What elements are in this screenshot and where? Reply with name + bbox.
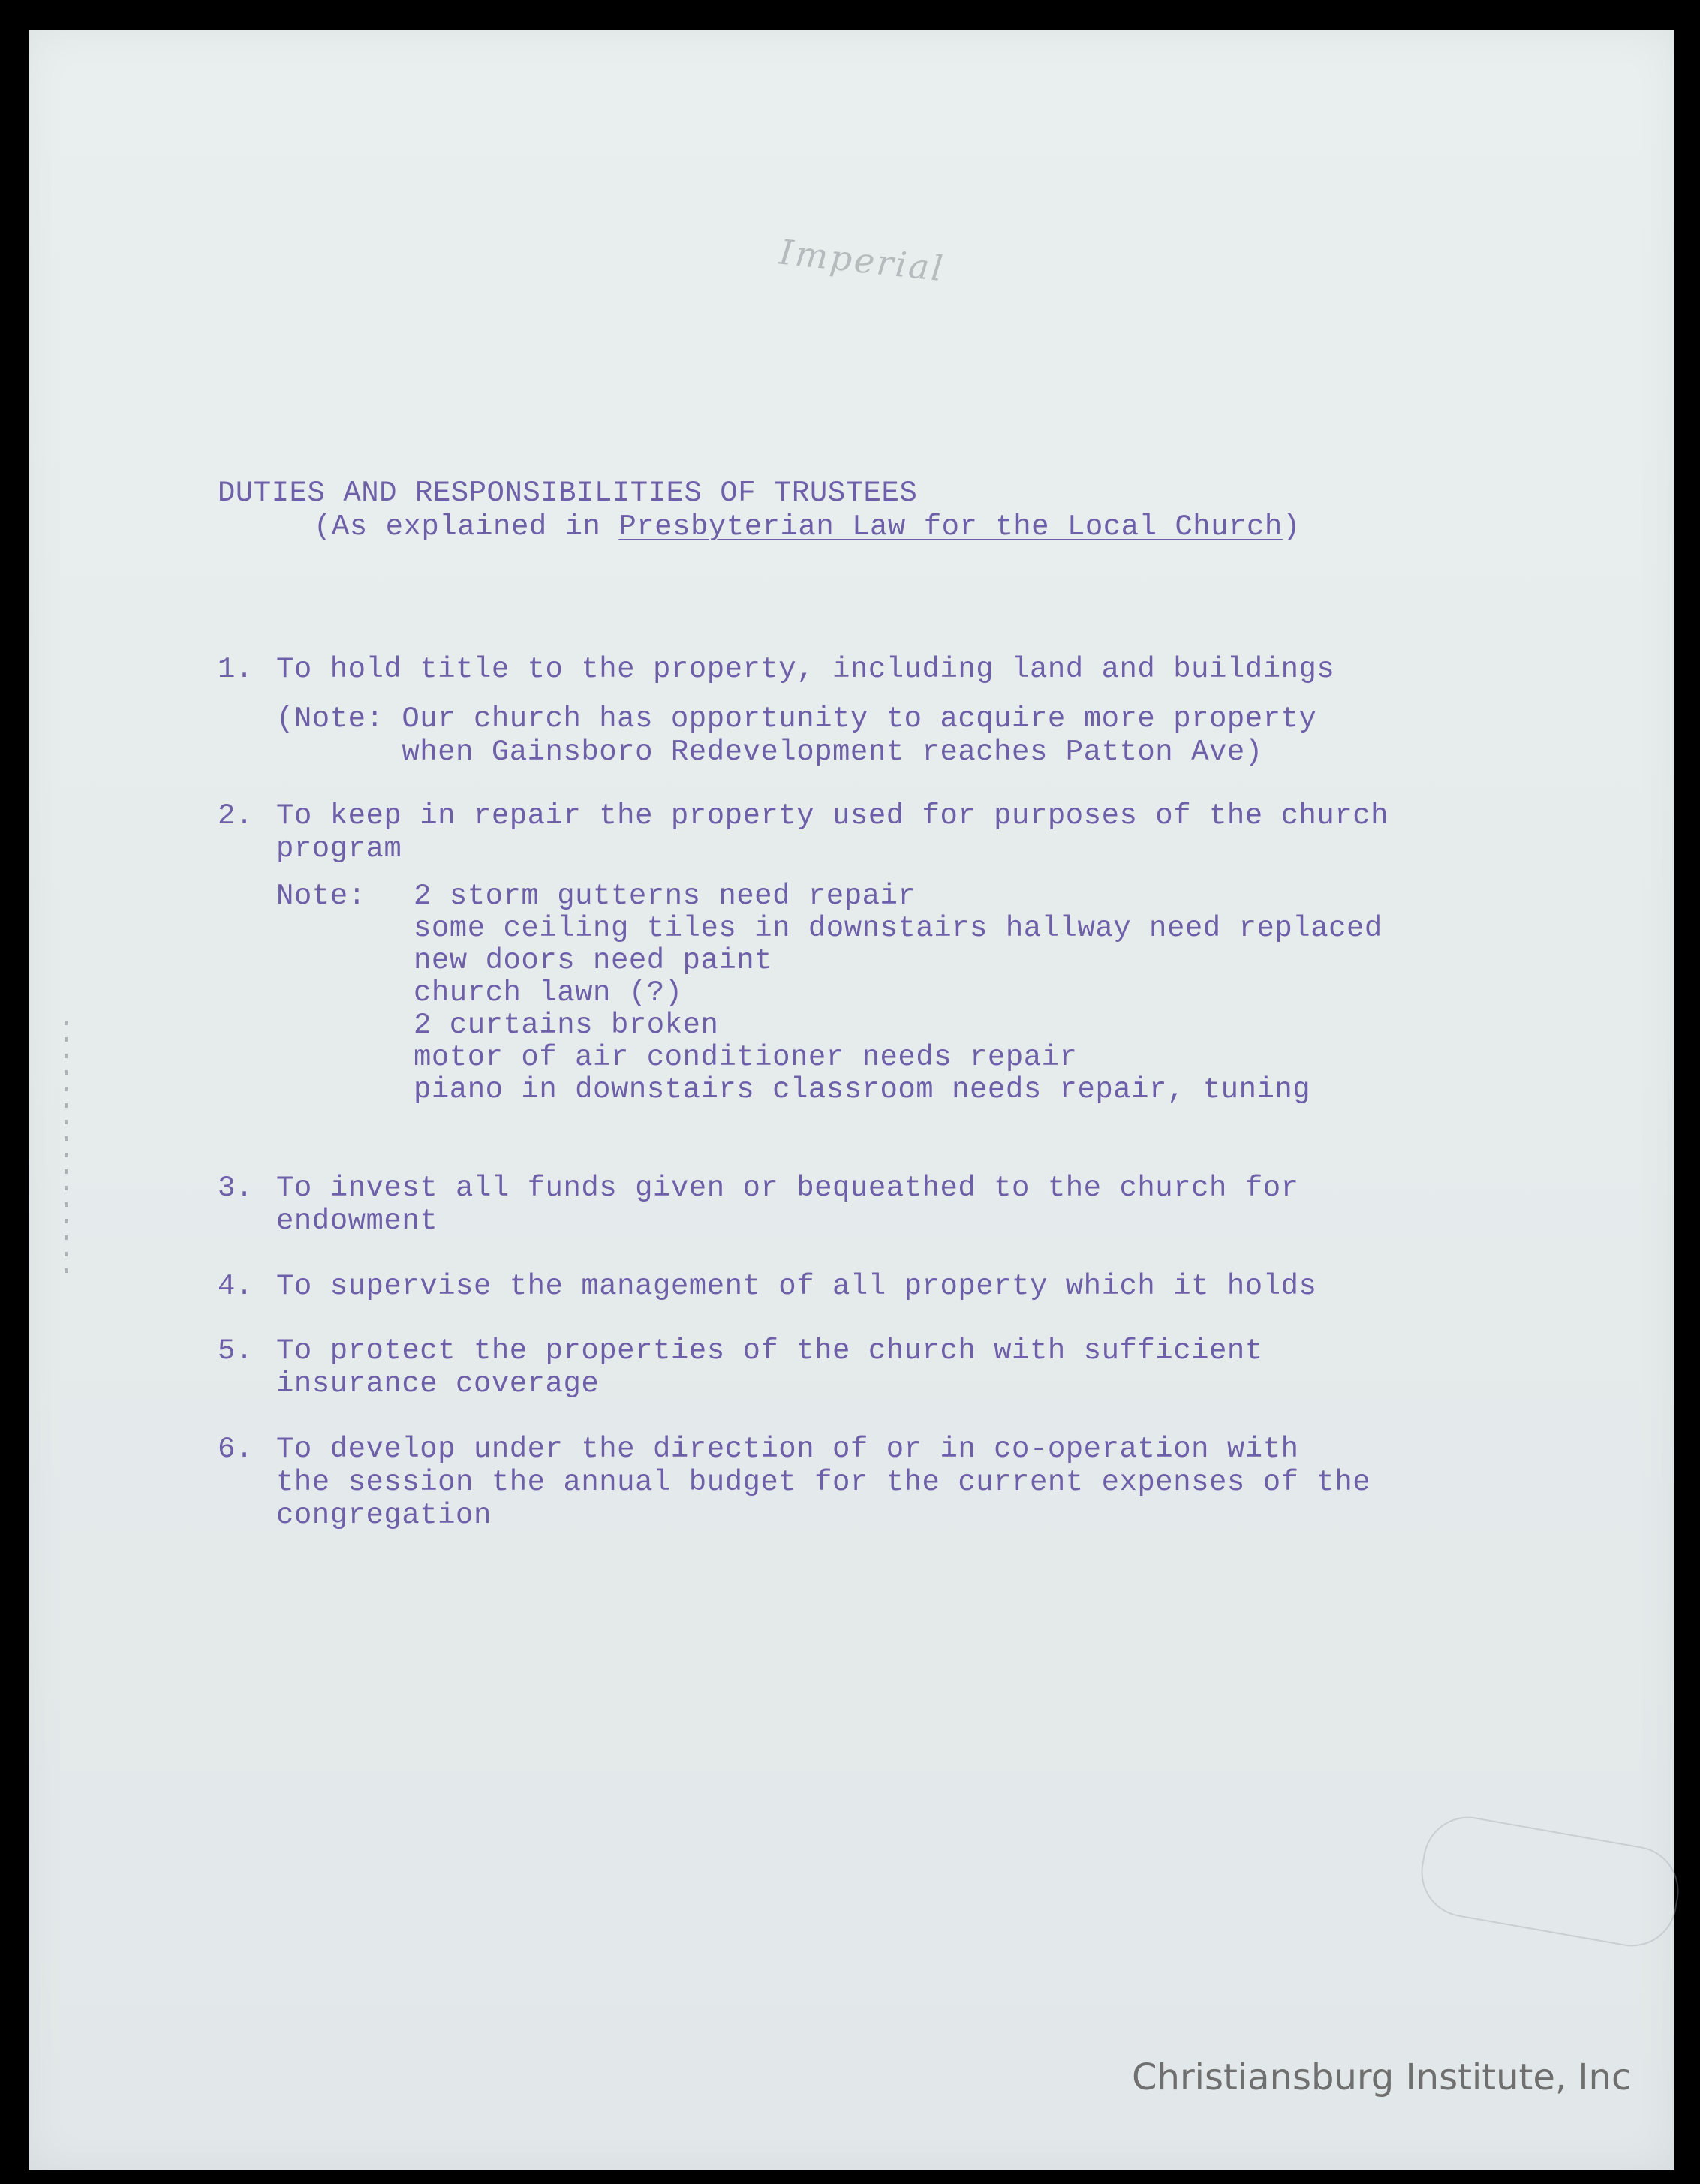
document-title: DUTIES AND RESPONSIBILITIES OF TRUSTEES: [218, 477, 918, 510]
item-4-number: 4.: [218, 1270, 254, 1303]
item-5-line-2: insurance coverage: [276, 1367, 600, 1400]
item-4-line-1: To supervise the management of all property which it holds: [276, 1270, 1317, 1303]
item-2-note-item-7: piano in downstairs classroom needs repair, tuning: [414, 1073, 1311, 1106]
item-2-note-item-4: church lawn (?): [414, 976, 683, 1009]
subtitle-suffix: ): [1282, 510, 1301, 543]
edge-marks: [65, 1021, 68, 1283]
item-2-note-item-5: 2 curtains broken: [414, 1009, 719, 1042]
item-1-line-1: To hold title to the property, including land and buildings: [276, 653, 1335, 686]
paper-crease: [1414, 1809, 1686, 1954]
item-2-note-label: Note:: [276, 880, 366, 913]
item-3-line-1: To invest all funds given or bequeathed to the church for: [276, 1172, 1299, 1205]
item-5-line-1: To protect the properties of the church with sufficient: [276, 1334, 1263, 1367]
item-2-line-1: To keep in repair the property used for purposes of the church: [276, 799, 1389, 832]
archive-watermark: Christiansburg Institute, Inc: [1132, 2056, 1632, 2098]
item-1-number: 1.: [218, 653, 254, 686]
item-2-number: 2.: [218, 799, 254, 832]
item-2-note-item-6: motor of air conditioner needs repair: [414, 1041, 1078, 1074]
item-6-line-1: To develop under the direction of or in co-operation with: [276, 1433, 1299, 1466]
item-6-number: 6.: [218, 1433, 254, 1466]
item-2-line-2: program: [276, 832, 402, 865]
item-3-number: 3.: [218, 1172, 254, 1205]
item-2-note-item-3: new doors need paint: [414, 944, 773, 977]
item-2-note-item-2: some ceiling tiles in downstairs hallway need replaced: [414, 912, 1383, 945]
handwritten-note: Imperial: [777, 231, 947, 290]
item-6-line-3: congregation: [276, 1499, 492, 1532]
document-subtitle: [314, 510, 1301, 543]
subtitle-prefix: (As explained in: [314, 510, 619, 543]
item-3-line-2: endowment: [276, 1205, 438, 1238]
item-5-number: 5.: [218, 1334, 254, 1367]
item-2-note-item-1: 2 storm gutterns need repair: [414, 880, 916, 913]
item-1-note-line-1: (Note: Our church has opportunity to acquire more property: [276, 702, 1317, 736]
subtitle-book-title: Presbyterian Law for the Local Church: [618, 510, 1283, 543]
item-6-line-2: the session the annual budget for the current expenses of the: [276, 1466, 1371, 1499]
item-1-note-line-2: when Gainsboro Redevelopment reaches Patton Ave): [276, 736, 1263, 769]
typed-page: [29, 30, 1674, 2170]
